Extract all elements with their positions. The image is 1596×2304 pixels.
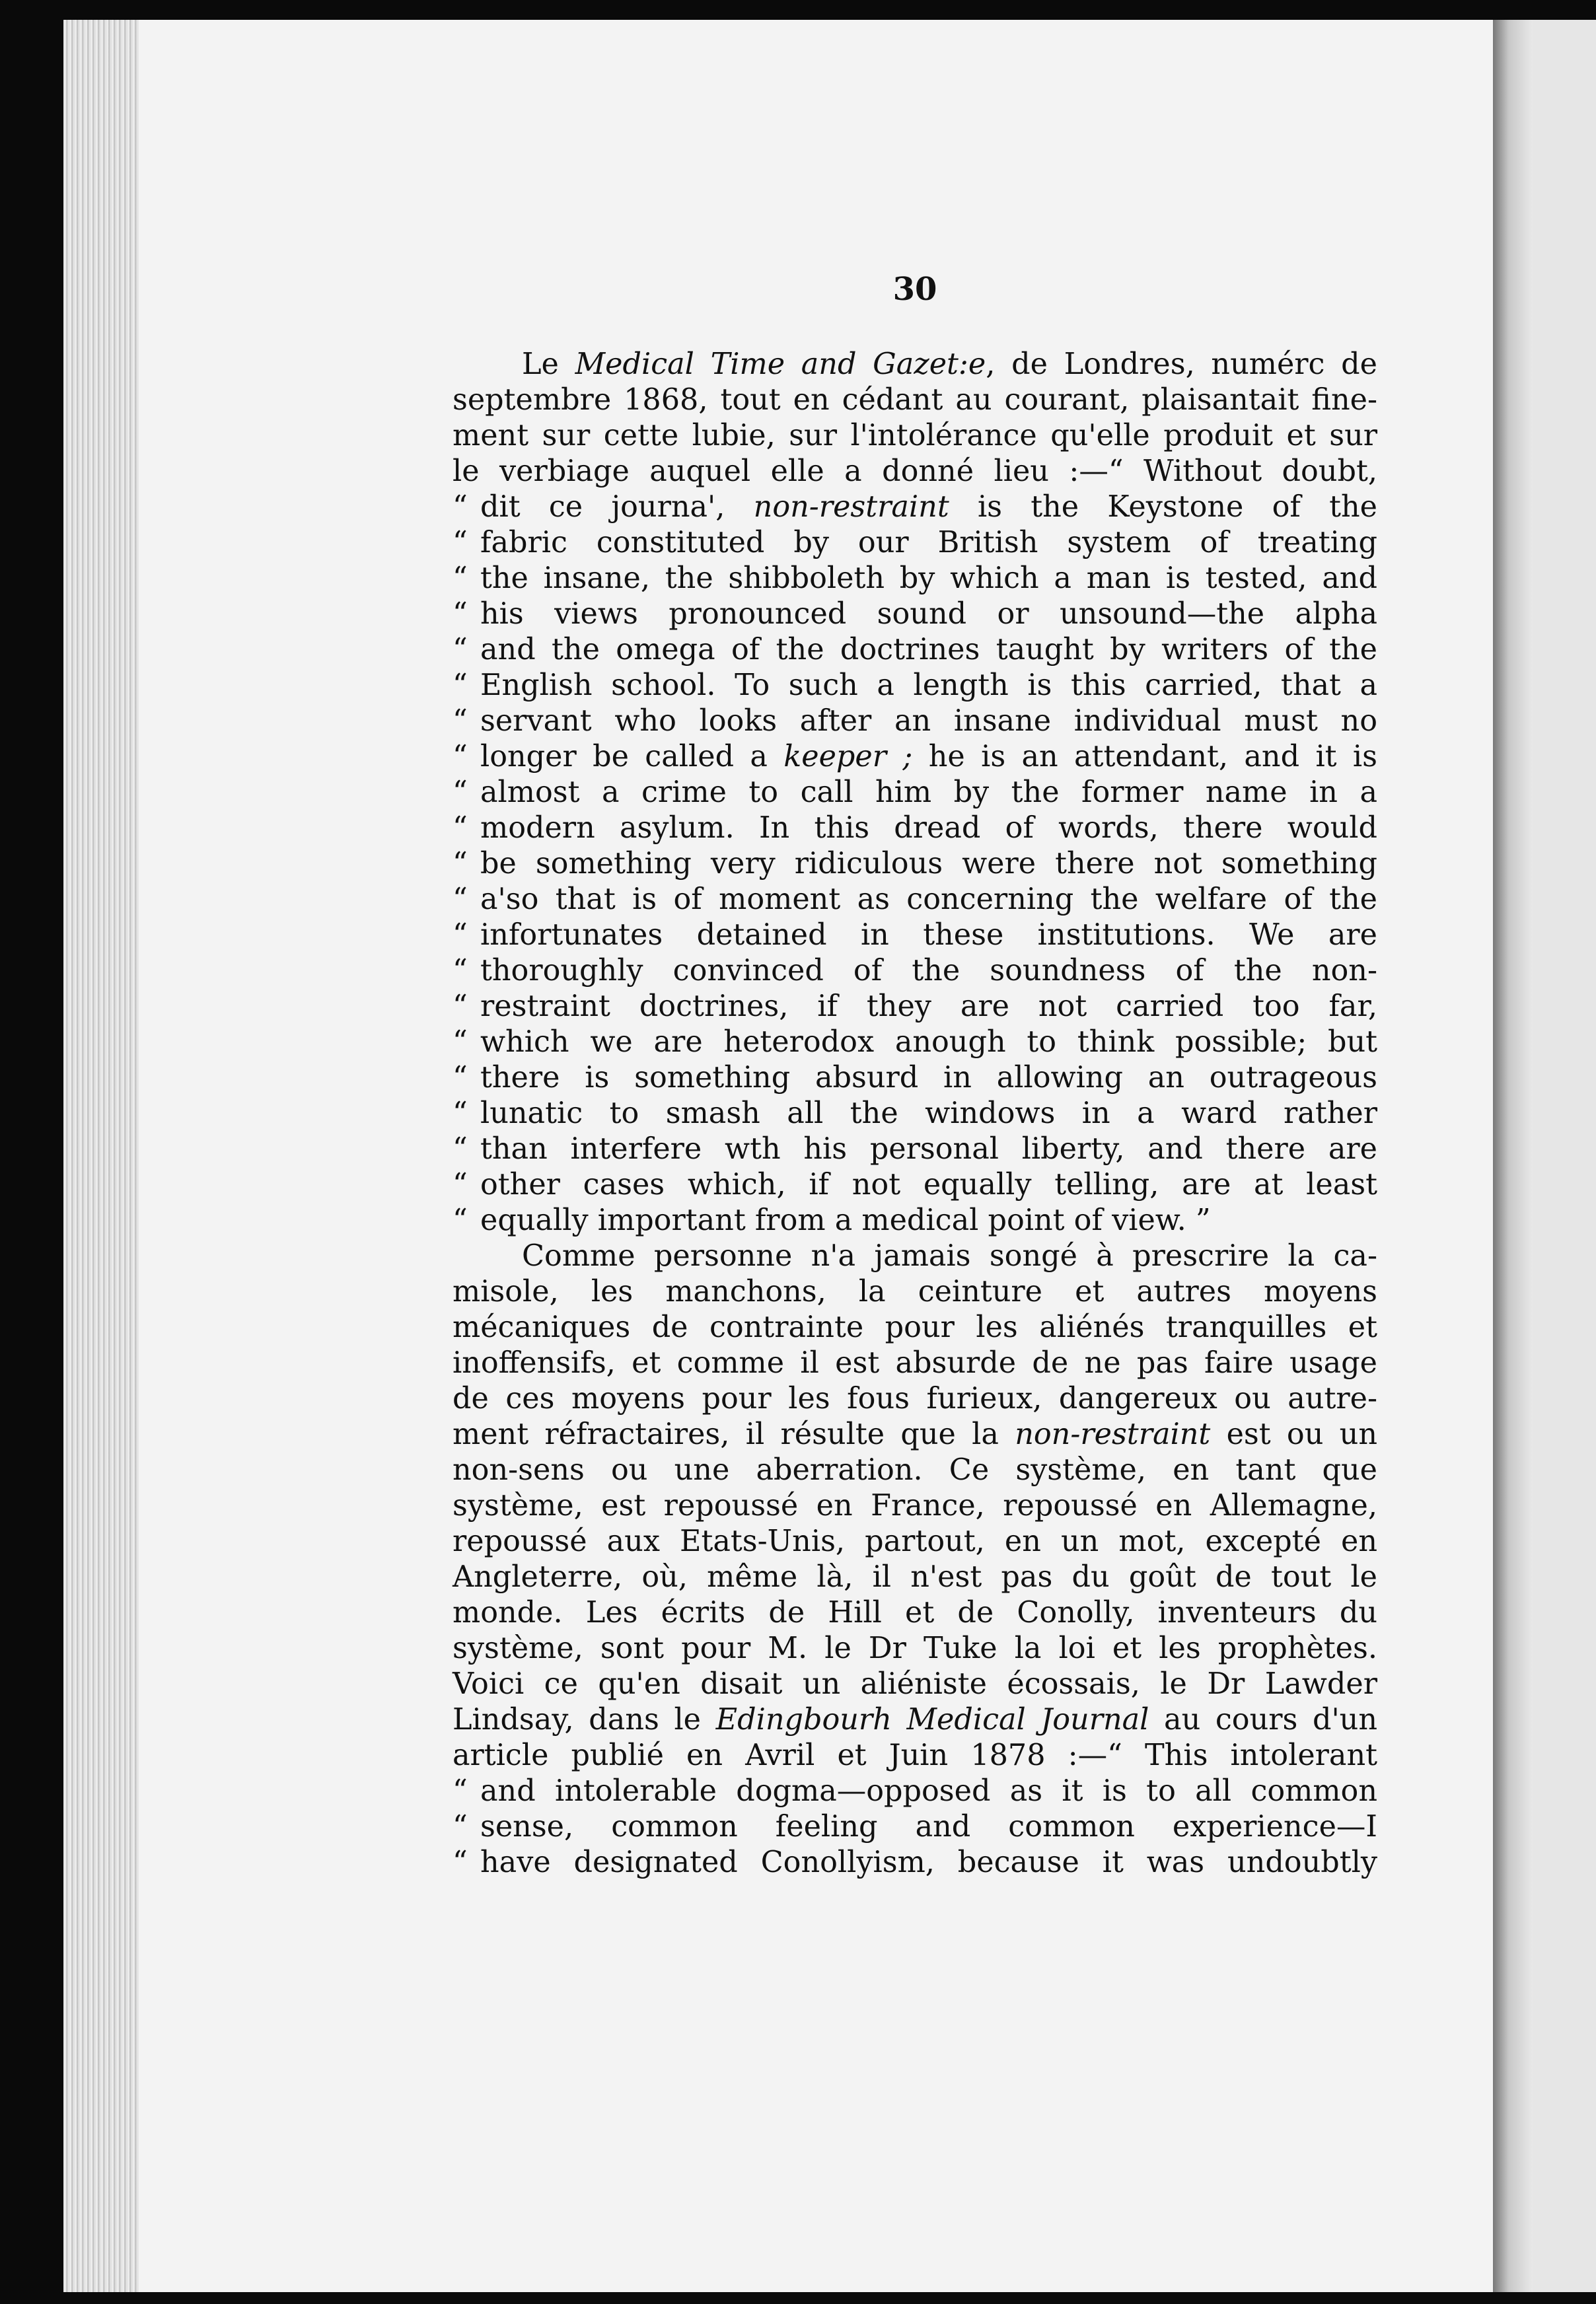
binding-shadow — [1493, 20, 1533, 2292]
text-run: misole, les manchons, la ceinture et autres moyens — [453, 1275, 1377, 1309]
quote-mark: “ — [453, 1204, 468, 1237]
text-line — [453, 1560, 1377, 1595]
quote-mark: “ — [453, 882, 468, 916]
text-run: de ces moyens pour les fous furieux, dangereux ou autre- — [453, 1382, 1377, 1416]
text-run: and the omega of the doctrines taught by writers of the — [480, 633, 1377, 666]
text-line — [453, 668, 1377, 703]
text-line — [453, 1702, 1377, 1738]
quote-mark: “ — [453, 1097, 468, 1130]
text-line — [453, 1025, 1377, 1060]
text-line — [453, 1774, 1377, 1809]
text-run: fabric constituted by our British system of treating — [480, 526, 1377, 559]
text-line — [453, 739, 1377, 775]
text-run: and intolerable dogma—opposed as it is to all common — [480, 1774, 1377, 1808]
text-line — [453, 1274, 1377, 1310]
text-run: inoffensifs, et comme il est absurde de ne pas faire usage — [453, 1346, 1377, 1380]
quote-mark: “ — [453, 918, 468, 952]
text-line — [453, 989, 1377, 1025]
text-run: other cases which, if not equally telling, are at least — [480, 1168, 1377, 1202]
text-run: article publié en Avril et Juin 1878 :—“ This intolerant — [453, 1739, 1377, 1772]
text-run: système, sont pour M. le Dr Tuke la loi et les prophètes. — [453, 1632, 1377, 1665]
text-line — [453, 1595, 1377, 1631]
text-run: ment réfractaires, il résulte que la — [453, 1418, 1015, 1451]
quote-mark: “ — [453, 633, 468, 666]
text-run: Voici ce qu'en disait un aliéniste écossais, le Dr Lawder — [453, 1667, 1377, 1701]
italic-text: non-restraint — [1015, 1418, 1211, 1451]
text-line — [453, 1132, 1377, 1167]
text-run: septembre 1868, tout en cédant au courant, plaisantait fine- — [453, 383, 1377, 417]
text-run: Angleterre, où, même là, il n'est pas du goût de tout le — [453, 1560, 1377, 1594]
text-line — [453, 1453, 1377, 1488]
text-line — [453, 418, 1377, 454]
text-run: non-sens ou une aberration. Ce système, en tant que — [453, 1453, 1377, 1487]
quote-mark: “ — [453, 954, 468, 988]
text-line — [453, 596, 1377, 632]
quote-mark: “ — [453, 561, 468, 595]
text-line — [453, 1631, 1377, 1667]
quote-mark: “ — [453, 490, 468, 524]
quote-mark: “ — [453, 1025, 468, 1059]
quote-mark: “ — [453, 1168, 468, 1202]
text-run: dit ce journa', — [480, 490, 754, 524]
text-run: the insane, the shibboleth by which a man is tested, and — [480, 561, 1377, 595]
text-run: Le — [522, 347, 575, 381]
text-line — [453, 1524, 1377, 1560]
text-line — [453, 703, 1377, 739]
text-line — [453, 525, 1377, 561]
quote-mark: “ — [453, 1132, 468, 1166]
text-run: which we are heterodox anough to think possible; but — [480, 1025, 1377, 1059]
text-run: infortunates detained in these institutions. We are — [480, 918, 1377, 952]
text-line — [453, 1203, 1377, 1239]
text-run: au cours d'un — [1149, 1703, 1378, 1737]
text-line — [453, 1417, 1377, 1453]
text-run: le verbiage auquel elle a donné lieu :—“ Without doubt, — [453, 454, 1377, 488]
quote-mark: “ — [453, 597, 468, 631]
text-line — [453, 882, 1377, 918]
text-line — [453, 1667, 1377, 1702]
text-line — [453, 1239, 1377, 1274]
text-run: restraint doctrines, if they are not carried too far, — [480, 990, 1377, 1023]
text-run: modern asylum. In this dread of words, there would — [480, 811, 1377, 845]
text-line — [453, 1381, 1377, 1417]
italic-text: Edingbourh Medical Journal — [715, 1703, 1149, 1737]
text-line — [453, 953, 1377, 989]
quote-mark: “ — [453, 990, 468, 1023]
text-line — [453, 382, 1377, 418]
text-line — [453, 810, 1377, 846]
quote-mark: “ — [453, 704, 468, 738]
quote-mark: “ — [453, 1774, 468, 1808]
quote-mark: “ — [453, 811, 468, 845]
text-line — [453, 1167, 1377, 1203]
page-number: 30 — [892, 271, 937, 308]
quote-mark: “ — [453, 526, 468, 559]
text-run: ment sur cette lubie, sur l'intolérance qu'elle produit et sur — [453, 419, 1377, 452]
text-run: servant who looks after an insane individual must no — [480, 704, 1377, 738]
text-run: he is an attendant, and it is — [912, 740, 1377, 774]
quote-mark: “ — [453, 847, 468, 881]
text-run: sense, common feeling and common experience—I — [480, 1810, 1377, 1844]
text-line — [453, 1488, 1377, 1524]
text-run: be something very ridiculous were there not something — [480, 847, 1377, 881]
italic-text: non-restraint — [753, 490, 949, 524]
text-run: système, est repoussé en France, repoussé en Allemagne, — [453, 1489, 1377, 1523]
text-line — [453, 1845, 1377, 1881]
text-line — [453, 1096, 1377, 1132]
text-run: equally important from a medical point of view. ” — [480, 1204, 1211, 1237]
page-edges — [63, 20, 149, 2292]
text-run: repoussé aux Etats-Unis, partout, en un mot, excepté en — [453, 1525, 1377, 1558]
text-line — [453, 489, 1377, 525]
text-line — [453, 846, 1377, 882]
text-run: a'so that is of moment as concerning the welfare of the — [480, 882, 1377, 916]
text-run: longer be called a — [480, 740, 784, 774]
text-line — [453, 1310, 1377, 1346]
text-run: have designated Conollyism, because it was undoubtly — [480, 1846, 1377, 1879]
facing-page-edge — [1533, 20, 1596, 2292]
text-line — [453, 1738, 1377, 1774]
text-run: there is something absurd in allowing an outrageous — [480, 1061, 1377, 1095]
text-run: , de Londres, numérc de — [986, 347, 1378, 381]
text-line — [453, 1060, 1377, 1096]
italic-text: Medical Time and Gazet:e — [575, 347, 986, 381]
text-line — [453, 561, 1377, 596]
text-line — [453, 1809, 1377, 1845]
text-run: est ou un — [1210, 1418, 1378, 1451]
quote-mark: “ — [453, 668, 468, 702]
text-run: thoroughly convinced of the soundness of the non- — [480, 954, 1377, 988]
text-run: almost a crime to call him by the former name in a — [480, 775, 1377, 809]
text-run: mécaniques de contrainte pour les aliénés tranquilles et — [453, 1311, 1377, 1344]
quote-mark: “ — [453, 1061, 468, 1095]
text-run: monde. Les écrits de Hill et de Conolly, inventeurs du — [453, 1596, 1377, 1630]
text-line — [453, 347, 1377, 382]
text-line — [453, 918, 1377, 953]
quote-mark: “ — [453, 775, 468, 809]
text-line — [453, 1346, 1377, 1381]
italic-text: keeper ; — [783, 740, 913, 774]
text-run: than interfere wth his personal liberty, and there are — [480, 1132, 1377, 1166]
text-line — [453, 454, 1377, 489]
text-line — [453, 775, 1377, 810]
quote-mark: “ — [453, 740, 468, 774]
text-run: English school. To such a length is this carried, that a — [480, 668, 1377, 702]
text-run: Lindsay, dans le — [453, 1703, 716, 1737]
text-run: Comme personne n'a jamais songé à prescrire la ca- — [522, 1239, 1377, 1273]
quote-mark: “ — [453, 1846, 468, 1879]
text-run: is the Keystone of the — [949, 490, 1377, 524]
text-run: his views pronounced sound or unsound—the alpha — [480, 597, 1377, 631]
text-line — [453, 632, 1377, 668]
body-text — [453, 347, 1377, 1881]
text-run: lunatic to smash all the windows in a ward rather — [480, 1097, 1377, 1130]
quote-mark: “ — [453, 1810, 468, 1844]
